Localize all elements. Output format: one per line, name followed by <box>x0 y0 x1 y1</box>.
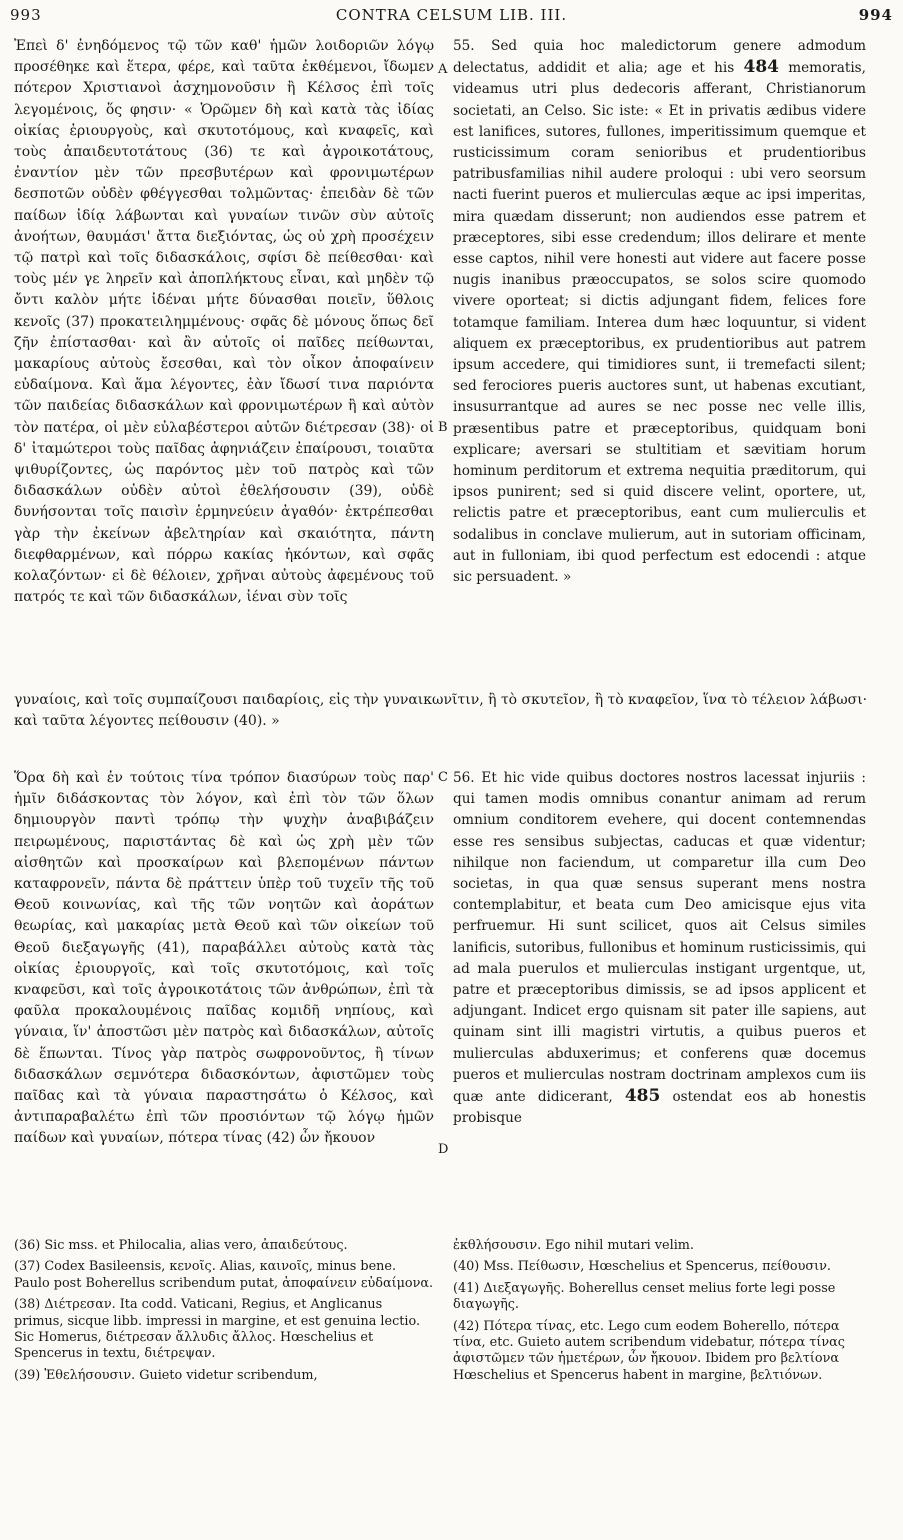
margin-letter-d: D <box>438 1142 449 1157</box>
footnote-36: (36) Sic mss. et Philocalia, alias vero, ἀπαιδεύτους. <box>14 1238 348 1253</box>
page-number-right: 994 <box>858 6 893 24</box>
latin-column-bottom <box>453 768 866 1129</box>
latin-paragraph-55: 55. Sed quia hoc maledictorum genere admodum delectatus, addidit et alia; age et his 484 memoratis, videamus utri plus dedecoris afferant, Christianorum societati, an Celso. Sic iste: « Et in privatis ædibus videre est lanifices, sutores, fullones, imperitissimum quemque et rusticissimum coram senioribus et prudentioribus patribusfamilias nihil audere proloqui : ubi vero seorsum nacti fuerint pueros et mulierculas æque ac ipsi imperitas, mira quædam disserunt; non audiendos esse patrem et præceptores, sibi esse credendum; illos delirare et mente esse captos, nihil vere honesti aut videre aut facere posse nugis inanibus præoccupatos, se solos scire quomodo vivere oporteat; si dictis adjungant fidem, felices fore totamque familiam. Interea dum hæc loquuntur, si vident aliquem ex præceptoribus, ex prudentioribus aut patrem ipsum accedere, qui timidiores sunt, ii tremefacti silent; sed ferociores pueris auctores sunt, ut habenas excutiant, insusurrantque ad aures se nec posse nec velle illis, præsentibus patre et præceptoribus, quidquam boni explicare; aversari se stultitiam et sævitiam horum hominum perditorum et extrema nequitia præditorum, qui ipsos punirent; sed si quid discere velint, oportere, ut, relictis patre et præceptoribus, eant cum mulierculis et sodalibus in conclave mulierum, aut in sutoriam officinam, aut in fulloniam, ibi quod perfectum est edocendi : atque sic persuadent. » <box>453 38 866 586</box>
running-header <box>10 4 893 30</box>
page-number-left: 993 <box>10 6 42 24</box>
greek-span-line: γυναίοις, καὶ τοῖς συμπαίζουσι παιδαρίοις, εἰς τὴν γυναικωνῖτιν, ἢ τὸ σκυτεῖον, ἢ τὸ κναφεῖον, ἵνα τὸ τέλειον λάβωσι· καὶ ταῦτα λέγοντες πείθουσιν (40). » <box>14 692 868 730</box>
greek-column-bottom <box>14 768 434 1150</box>
footnote-41: (41) Διεξαγωγῆς. Boherellus censet melius forte legi posse διαγωγῆς. <box>453 1280 836 1313</box>
migne-column-mark: 484 <box>743 57 779 78</box>
section-number: 56. <box>453 770 475 786</box>
running-title: CONTRA CELSUM LIB. III. <box>335 6 568 24</box>
footnote-40: (40) Mss. Πείθωσιν, Hœschelius et Spencerus, πείθουσιν. <box>453 1259 831 1275</box>
footnote-39-continued: ἐκθλήσουσιν. Ego nihil mutari velim. <box>453 1238 694 1253</box>
footnote-42: (42) Πότερα τίνας, etc. Lego cum eodem Boherello, πότερα τίνα, etc. Guieto autem scribendum videbatur, πότερα τίνας ἀφιστῶμεν τῶν ἡμετέρων, ὧν ἤκουον. Ibidem pro βελτίονα Hœschelius et Spencerus habent in margine, βελτιόνων. <box>453 1318 845 1383</box>
greek-column-top <box>14 36 434 608</box>
footnote-38: (38) Διέτρεσαν. Ita codd. Vaticani, Regius, et Anglicanus primus, sicque libb. impressi in margine, et est genuina lectio. Sic Homerus, διέτρεσαν ἄλλυδις ἄλλος. Hœschelius et Spencerus in textu, διέτρεψαν. <box>14 1297 421 1362</box>
margin-letter-c: C <box>438 770 448 785</box>
footnotes-right <box>453 1238 866 1389</box>
margin-letter-a: A <box>438 62 448 77</box>
footnotes-left <box>14 1238 434 1389</box>
latin-column-top <box>453 36 866 588</box>
greek-paragraph-55: Ἐπεὶ δ' ἐνηδόμενος τῷ τῶν καθ' ἡμῶν λοιδοριῶν λόγῳ προσέθηκε καὶ ἕτερα, φέρε, καὶ ταῦτα ἐκθέμενοι, ἴδωμεν πότερον Χριστιανοὶ ἀσχημονοῦσιν ἢ Κέλσος ἐπὶ τοῖς λεγομένοις, ὅς φησιν· « Ὁρῶμεν δὴ καὶ κατὰ τὰς ἰδίας οἰκίας ἐριουργοὺς, καὶ σκυτοτόμους, καὶ κναφεῖς, καὶ τοὺς ἀπαιδευτοτάτους (36) τε καὶ ἀγροικοτάτους, ἐναντίον μὲν τῶν πρεσβυτέρων καὶ φρονιμωτέρων δεσποτῶν οὐδὲν φθέγγεσθαι τολμῶντας· ἐπειδὰν δὲ τῶν παίδων ἰδίᾳ λάβωνται καὶ γυναίων τινῶν σὺν αὐτοῖς ἀνοήτων, θαυμάσι' ἄττα διεξιόντας, ὡς οὐ χρὴ προσέχειν τῷ πατρὶ καὶ τοῖς διδασκάλοις, σφίσι δὲ πείθεσθαι· καὶ τοὺς μέν γε ληρεῖν καὶ ἀποπλήκτους εἶναι, καὶ μηδὲν τῷ ὄντι καλὸν μήτε ἰδέναι μήτε δύνασθαι ποιεῖν, ὕθλοις κενοῖς (37) προκατειλημμένους· σφᾶς δὲ μόνους ὅπως δεῖ ζῆν ἐπίστασθαι· καὶ ἂν αὐτοῖς οἱ παῖδες πείθωνται, μακαρίους αὐτοὺς ἔσεσθαι, καὶ τὸν οἶκον ἀποφαίνειν εὐδαίμονα. Καὶ ἅμα λέγοντες, ἐὰν ἴδωσί τινα παριόντα τῶν παιδείας διδασκάλων καὶ φρονιμωτέρων ἢ καὶ αὐτὸν τὸν πατέρα, οἱ μὲν εὐλαβέστεροι αὐτῶν διέτρεσαν (38)· οἱ δ' ἰταμώτεροι τοὺς παῖδας ἀφηνιάζειν ἐπαίρουσι, τοιαῦτα ψιθυρίζοντες, ὡς παρόντος μὲν τοῦ πατρὸς καὶ τῶν διδασκάλων οὐδὲν αὐτοὶ ἐθελήσουσιν (39), οὐδὲ δυνήσονται τοῖς παισὶν ἑρμηνεύειν ἀγαθόν· ἐκτρέπεσθαι γὰρ τὴν ἐκείνων ἀβελτηρίαν καὶ σκαιότητα, πάντη διεφθαρμένων, καὶ πόρρω κακίας ἡκόντων, καὶ σφᾶς κολαζόντων· εἰ δὲ θέλοιεν, χρῆναι αὐτοὺς ἀφεμένους τοῦ πατρός τε καὶ τῶν διδασκάλων, ἰέναι σὺν τοῖς <box>14 38 434 606</box>
latin-paragraph-56: 56. Et hic vide quibus doctores nostros lacessat injuriis : qui tamen modis omnibus conantur animam ad rerum omnium conditorem evehere, qui docent contemnendas esse res sensibus subjectas, caducas et quæ videntur; nihilque non faciendum, ut comparetur illa cum Deo societas, in qua quæ sensus superant mens nostra contemplabitur, et beata cum Deo amicisque ejus vita perfruemur. Hi sunt scilicet, quos ait Celsus similes lanificis, sutoribus, fullonibus et hominum rusticissimis, qui ad mala puerulos et mulierculas instigant urgentque, ut, patre et præceptoribus dimissis, se ad ipsos applicent et adjungant. Indicet ergo quisnam sit pater ille sapiens, aut quinam sint illi magistri virtutis, a quibus pueros et mulierculas abduxerimus; et conferens quæ docemus pueros et mulierculas nostram doctrinam amplexos cum iis quæ ante didicerant, 485 ostendat eos ab honestis probisque <box>453 770 866 1127</box>
footnote-37: (37) Codex Basileensis, κενοῖς. Alias, καινοῖς, minus bene. Paulo post Boherellus scribendum putat, ἀποφαίνειν εὐδαίμονα. <box>14 1259 434 1291</box>
section-number: 55. <box>453 38 475 54</box>
footnote-39: (39) Ἐθελήσουσιν. Guieto videtur scribendum, <box>14 1367 318 1383</box>
margin-letter-b: B <box>438 420 448 435</box>
migne-column-mark: 485 <box>624 1086 661 1107</box>
greek-paragraph-56: Ὅρα δὴ καὶ ἐν τούτοις τίνα τρόπον διασύρων τοὺς παρ' ἡμῖν διδάσκοντας τὸν λόγον, καὶ ἐπὶ τὸν τῶν ὅλων δημιουργὸν παντὶ τρόπῳ τὴν ψυχὴν ἀναβιβάζειν πειρωμένους, παριστάντας δὲ καὶ ὡς χρὴ μὲν τῶν αἰσθητῶν καὶ προσκαίρων καὶ βλεπομένων πάντων καταφρονεῖν, πάντα δὲ πράττειν ὑπὲρ τοῦ τυχεῖν τῆς τοῦ Θεοῦ κοινωνίας, καὶ τῆς τῶν νοητῶν καὶ ἀοράτων θεωρίας, καὶ μακαρίας μετὰ Θεοῦ καὶ τῶν οἰκείων τοῦ Θεοῦ διεξαγωγῆς (41), παραβάλλει αὐτοὺς κατὰ τὰς οἰκίας ἐριουργοῖς, καὶ τοῖς σκυτοτόμοις, καὶ τοῖς κναφεῦσι, καὶ τοῖς ἀγροικοτάτοις τῶν ἀνθρώπων, ἐπὶ τὰ φαῦλα προκαλουμένοις παῖδας κομιδῆ νηπίους, καὶ γύναια, ἵν' ἀποστῶσι μὲν πατρὸς καὶ διδασκάλων, αὐτοῖς δὲ ἕπωνται. Τίνος γὰρ πατρὸς σωφρονοῦντος, ἢ τίνων διδασκάλων σεμνότερα διδασκόντων, ἀφιστῶμεν τοὺς παῖδας καὶ τὰ γύναια παραστησάτω ὁ Κέλσος, καὶ ἀντιπαραβαλέτω ἐπὶ τῶν προσιόντων τῷ λόγῳ ἡμῶν παίδων καὶ γυναίων, πότερα τίνας (42) ὧν ἤκουον <box>14 770 434 1147</box>
